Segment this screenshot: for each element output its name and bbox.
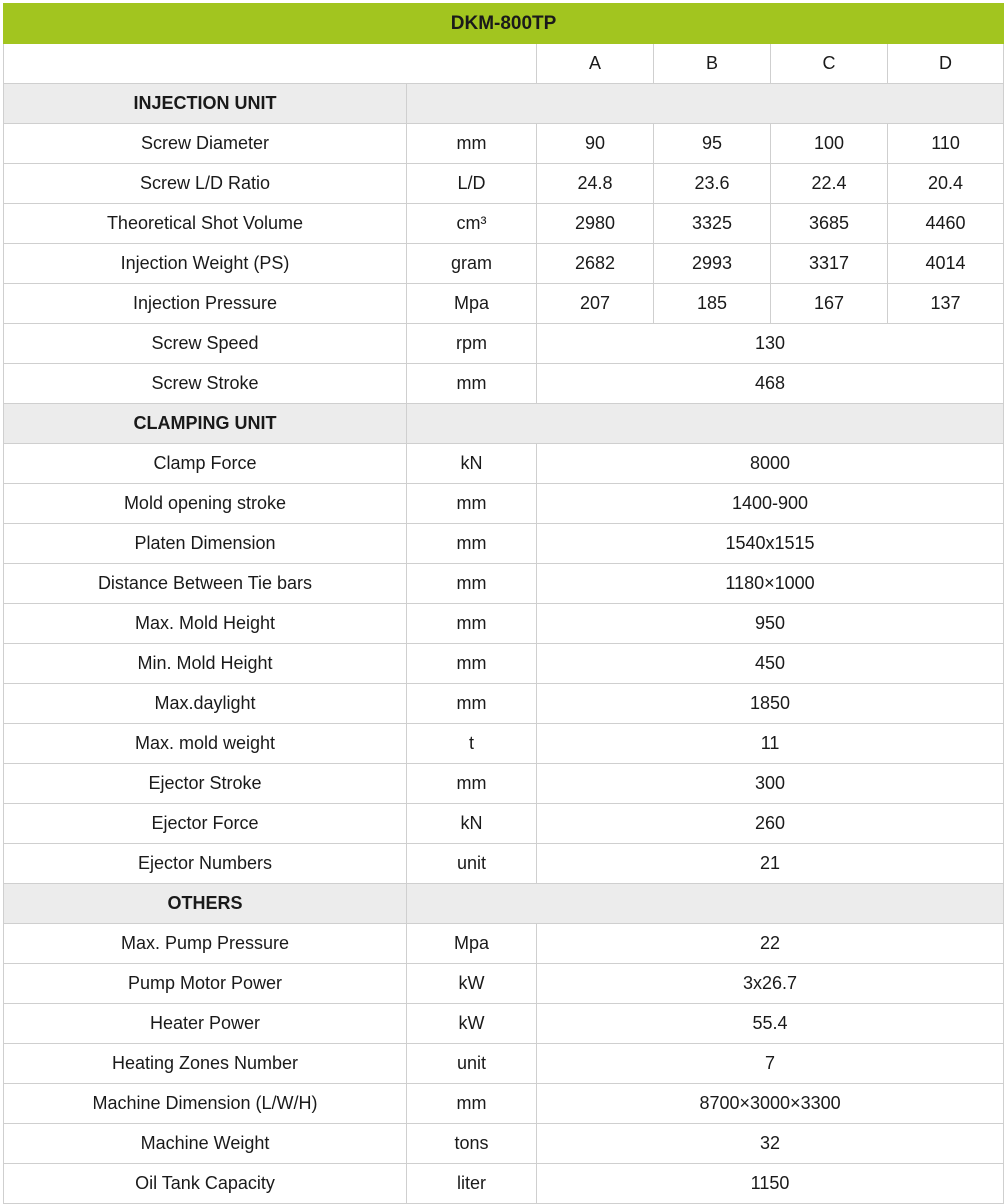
column-header-row — [4, 44, 1004, 84]
spec-label-cell: Machine Dimension (L/W/H) — [4, 1084, 407, 1124]
spec-unit-cell: mm — [407, 644, 537, 684]
spec-label-cell: Injection Weight (PS) — [4, 244, 407, 284]
spec-label-cell: Machine Weight — [4, 1124, 407, 1164]
spec-unit-cell: kW — [407, 1004, 537, 1044]
spec-label-cell: Ejector Force — [4, 804, 407, 844]
spec-unit-cell: mm — [407, 484, 537, 524]
spec-value-cell: 1150 — [537, 1164, 1004, 1204]
column-header-a: A — [537, 44, 654, 84]
spec-unit-cell: mm — [407, 764, 537, 804]
spec-value-cell-a: 90 — [537, 124, 654, 164]
spec-label-cell: Pump Motor Power — [4, 964, 407, 1004]
spec-unit-cell: Mpa — [407, 924, 537, 964]
spec-value-cell: 450 — [537, 644, 1004, 684]
spec-unit-cell: rpm — [407, 324, 537, 364]
spec-value-cell-c: 100 — [771, 124, 888, 164]
spec-value-cell-b: 3325 — [654, 204, 771, 244]
spec-unit-cell: Mpa — [407, 284, 537, 324]
table-row — [4, 1004, 1004, 1044]
spec-value-cell-b: 2993 — [654, 244, 771, 284]
table-row — [4, 524, 1004, 564]
spec-value-cell: 11 — [537, 724, 1004, 764]
spec-label-cell: Screw Diameter — [4, 124, 407, 164]
table-row — [4, 284, 1004, 324]
spec-label-cell: Ejector Numbers — [4, 844, 407, 884]
spec-value-cell: 8000 — [537, 444, 1004, 484]
table-row — [4, 444, 1004, 484]
spec-unit-cell: kN — [407, 804, 537, 844]
spec-unit-cell: tons — [407, 1124, 537, 1164]
spec-value-cell: 22 — [537, 924, 1004, 964]
spec-unit-cell: kN — [407, 444, 537, 484]
spec-value-cell: 21 — [537, 844, 1004, 884]
spec-value-cell-b: 23.6 — [654, 164, 771, 204]
spec-value-cell-c: 22.4 — [771, 164, 888, 204]
spec-unit-cell: mm — [407, 604, 537, 644]
spec-label-cell: Ejector Stroke — [4, 764, 407, 804]
spec-value-cell: 1180×1000 — [537, 564, 1004, 604]
spec-value-cell-b: 185 — [654, 284, 771, 324]
table-row — [4, 1084, 1004, 1124]
table-row — [4, 924, 1004, 964]
spec-value-cell: 7 — [537, 1044, 1004, 1084]
spec-unit-cell: L/D — [407, 164, 537, 204]
spec-label-cell: Heating Zones Number — [4, 1044, 407, 1084]
spec-value-cell: 468 — [537, 364, 1004, 404]
spec-value-cell-d: 110 — [888, 124, 1004, 164]
spec-label-cell: Min. Mold Height — [4, 644, 407, 684]
section-header-row — [4, 884, 1004, 924]
title-row — [4, 4, 1004, 44]
spec-label-cell: Injection Pressure — [4, 284, 407, 324]
spec-value-cell-a: 24.8 — [537, 164, 654, 204]
spec-value-cell: 55.4 — [537, 1004, 1004, 1044]
table-row — [4, 484, 1004, 524]
table-row — [4, 604, 1004, 644]
spec-unit-cell: mm — [407, 684, 537, 724]
table-row — [4, 324, 1004, 364]
spec-unit-cell: unit — [407, 844, 537, 884]
table-row — [4, 204, 1004, 244]
spec-label-cell: Clamp Force — [4, 444, 407, 484]
table-row — [4, 964, 1004, 1004]
spec-label-cell: Max. Mold Height — [4, 604, 407, 644]
spec-label-cell: Max.daylight — [4, 684, 407, 724]
spec-label-cell: Screw L/D Ratio — [4, 164, 407, 204]
table-row — [4, 564, 1004, 604]
spec-value-cell: 1400-900 — [537, 484, 1004, 524]
header-blank-cell — [4, 44, 537, 84]
table-row — [4, 244, 1004, 284]
spec-unit-cell: kW — [407, 964, 537, 1004]
table-row — [4, 124, 1004, 164]
table-row — [4, 164, 1004, 204]
spec-value-cell-c: 167 — [771, 284, 888, 324]
column-header-b: B — [654, 44, 771, 84]
spec-label-cell: Screw Speed — [4, 324, 407, 364]
spec-value-cell-a: 2682 — [537, 244, 654, 284]
table-row — [4, 364, 1004, 404]
table-row — [4, 644, 1004, 684]
table-row — [4, 684, 1004, 724]
spec-value-cell: 1850 — [537, 684, 1004, 724]
spec-value-cell: 8700×3000×3300 — [537, 1084, 1004, 1124]
spec-unit-cell: mm — [407, 364, 537, 404]
table-row — [4, 724, 1004, 764]
spec-value-cell: 260 — [537, 804, 1004, 844]
spec-unit-cell: cm³ — [407, 204, 537, 244]
spec-unit-cell: unit — [407, 1044, 537, 1084]
spec-value-cell-c: 3685 — [771, 204, 888, 244]
spec-value-cell-a: 207 — [537, 284, 654, 324]
section-title: CLAMPING UNIT — [4, 404, 407, 444]
spec-unit-cell: gram — [407, 244, 537, 284]
spec-label-cell: Screw Stroke — [4, 364, 407, 404]
spec-label-cell: Oil Tank Capacity — [4, 1164, 407, 1204]
section-filler-cell — [407, 884, 1004, 924]
spec-unit-cell: liter — [407, 1164, 537, 1204]
spec-value-cell-d: 137 — [888, 284, 1004, 324]
table-row — [4, 764, 1004, 804]
spec-label-cell: Distance Between Tie bars — [4, 564, 407, 604]
spec-table-body — [4, 4, 1004, 1204]
column-header-c: C — [771, 44, 888, 84]
section-title: OTHERS — [4, 884, 407, 924]
spec-label-cell: Theoretical Shot Volume — [4, 204, 407, 244]
table-row — [4, 1164, 1004, 1204]
spec-value-cell-b: 95 — [654, 124, 771, 164]
table-row — [4, 844, 1004, 884]
spec-label-cell: Max. mold weight — [4, 724, 407, 764]
spec-unit-cell: mm — [407, 124, 537, 164]
spec-value-cell: 32 — [537, 1124, 1004, 1164]
spec-value-cell: 300 — [537, 764, 1004, 804]
section-header-row — [4, 84, 1004, 124]
spec-value-cell: 950 — [537, 604, 1004, 644]
spec-value-cell-a: 2980 — [537, 204, 654, 244]
spec-table — [3, 3, 1004, 1204]
table-row — [4, 804, 1004, 844]
spec-value-cell-d: 4460 — [888, 204, 1004, 244]
section-header-row — [4, 404, 1004, 444]
spec-value-cell-c: 3317 — [771, 244, 888, 284]
spec-unit-cell: mm — [407, 564, 537, 604]
spec-value-cell-d: 20.4 — [888, 164, 1004, 204]
spec-label-cell: Mold opening stroke — [4, 484, 407, 524]
spec-label-cell: Platen Dimension — [4, 524, 407, 564]
table-row — [4, 1044, 1004, 1084]
column-header-d: D — [888, 44, 1004, 84]
spec-value-cell: 1540x1515 — [537, 524, 1004, 564]
spec-label-cell: Max. Pump Pressure — [4, 924, 407, 964]
spec-value-cell: 130 — [537, 324, 1004, 364]
section-title: INJECTION UNIT — [4, 84, 407, 124]
section-filler-cell — [407, 84, 1004, 124]
section-filler-cell — [407, 404, 1004, 444]
spec-unit-cell: mm — [407, 1084, 537, 1124]
table-row — [4, 1124, 1004, 1164]
spec-unit-cell: t — [407, 724, 537, 764]
spec-label-cell: Heater Power — [4, 1004, 407, 1044]
spec-value-cell: 3x26.7 — [537, 964, 1004, 1004]
spec-value-cell-d: 4014 — [888, 244, 1004, 284]
spec-unit-cell: mm — [407, 524, 537, 564]
table-title: DKM-800TP — [4, 4, 1004, 44]
